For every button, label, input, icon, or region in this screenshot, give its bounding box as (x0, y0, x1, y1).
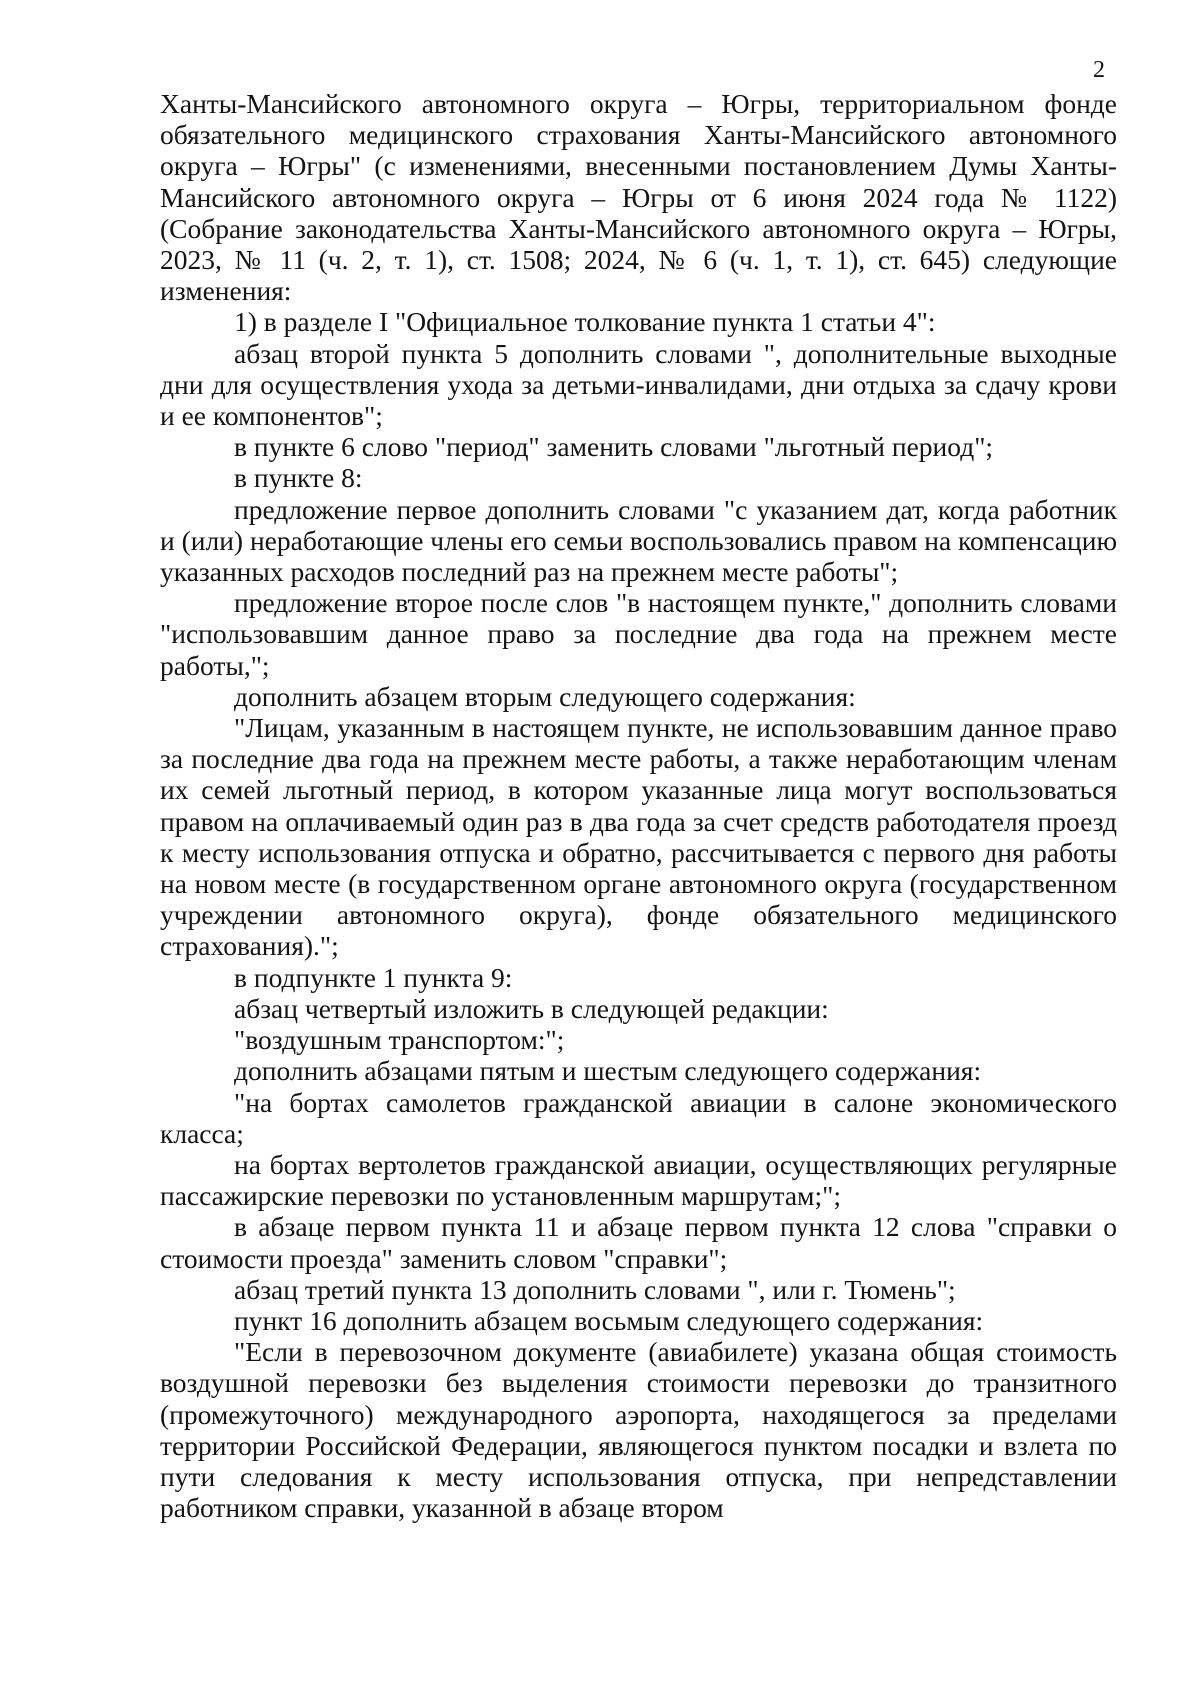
document-body (160, 88, 1117, 1523)
paragraph: "воздушным транспортом:"; (234, 1024, 565, 1056)
paragraph-section-heading: 1) в разделе I "Официальное толкование пункта 1 статьи 4": (234, 306, 936, 338)
paragraph-quote: "Лицам, указанным в настоящем пункте, не использовавшим данное право за последние два года на прежнем месте работы, а также неработающим членам их семей льготный период, в котором указанные лица могут воспользоваться правом на оплачиваемый один раз в два года за счет средств работодателя проезд к месту использования отпуска и обратно, рассчитывается с первого дня работы на новом месте (в государственном органе автономного округа (государственном учреждении автономного округа), фонде обязательного медицинского страхования)."; (160, 712, 1117, 962)
paragraph: в подпункте 1 пункта 9: (234, 961, 513, 993)
paragraph: предложение второе после слов "в настоящем пункте," дополнить словами "использовавшим данное право за последние два года на прежнем месте работы,"; (160, 587, 1117, 681)
paragraph: абзац четвертый изложить в следующей редакции: (234, 992, 829, 1024)
paragraph: дополнить абзацем вторым следующего содержания: (234, 680, 856, 712)
paragraph: абзац второй пункта 5 дополнить словами ", дополнительные выходные дни для осуществления ухода за детьми-инвалидами, дни отдыха за сдачу крови и ее компонентов"; (160, 337, 1117, 432)
paragraph: дополнить абзацами пятым и шестым следующего содержания: (234, 1055, 982, 1087)
paragraph-quote: "на бортах самолетов гражданской авиации в салоне экономического класса; (160, 1086, 1117, 1149)
paragraph-intro: Ханты-Мансийского автономного округа – Югры, территориальном фонде обязательного медицинского страхования Ханты-Мансийского автономного округа – Югры" (с изменениями, внесенными постановлением Думы Ханты-Мансийского автономного округа – Югры от 6 июня 2024 года № 1122) (Собрание законодательства Ханты-Мансийского автономного округа – Югры, 2023, № 11 (ч. 2, т. 1), ст. 1508; 2024, № 6 (ч. 1, т. 1), ст. 645) следующие изменения: (160, 88, 1117, 307)
paragraph: пункт 16 дополнить абзацем восьмым следующего содержания: (234, 1304, 984, 1336)
paragraph: на бортах вертолетов гражданской авиации, осуществляющих регулярные пассажирские перевозки по установленным маршрутам;"; (160, 1148, 1117, 1212)
paragraph: предложение первое дополнить словами "с указанием дат, когда работник и (или) неработающие члены его семьи воспользовались правом на компенсацию указанных расходов последний раз на прежнем месте работы"; (160, 493, 1117, 588)
paragraph-quote: "Если в перевозочном документе (авиабилете) указана общая стоимость воздушной перевозки без выделения стоимости перевозки до транзитного (промежуточного) международного аэропорта, находящегося за пределами территории Российской Федерации, являющегося пунктом посадки и взлета по пути следования к месту использования отпуска, при непредставлении работником справки, указанной в абзаце втором (160, 1336, 1117, 1524)
paragraph: абзац третий пункта 13 дополнить словами ", или г. Тюмень"; (234, 1273, 956, 1305)
paragraph: в пункте 6 слово "период" заменить словами "льготный период"; (234, 431, 994, 463)
paragraph: в абзаце первом пункта 11 и абзаце первом пункта 12 слова "справки о стоимости проезда" заменить словом "справки"; (160, 1211, 1117, 1274)
page-number: 2 (1093, 57, 1105, 83)
paragraph: в пункте 8: (234, 462, 363, 494)
